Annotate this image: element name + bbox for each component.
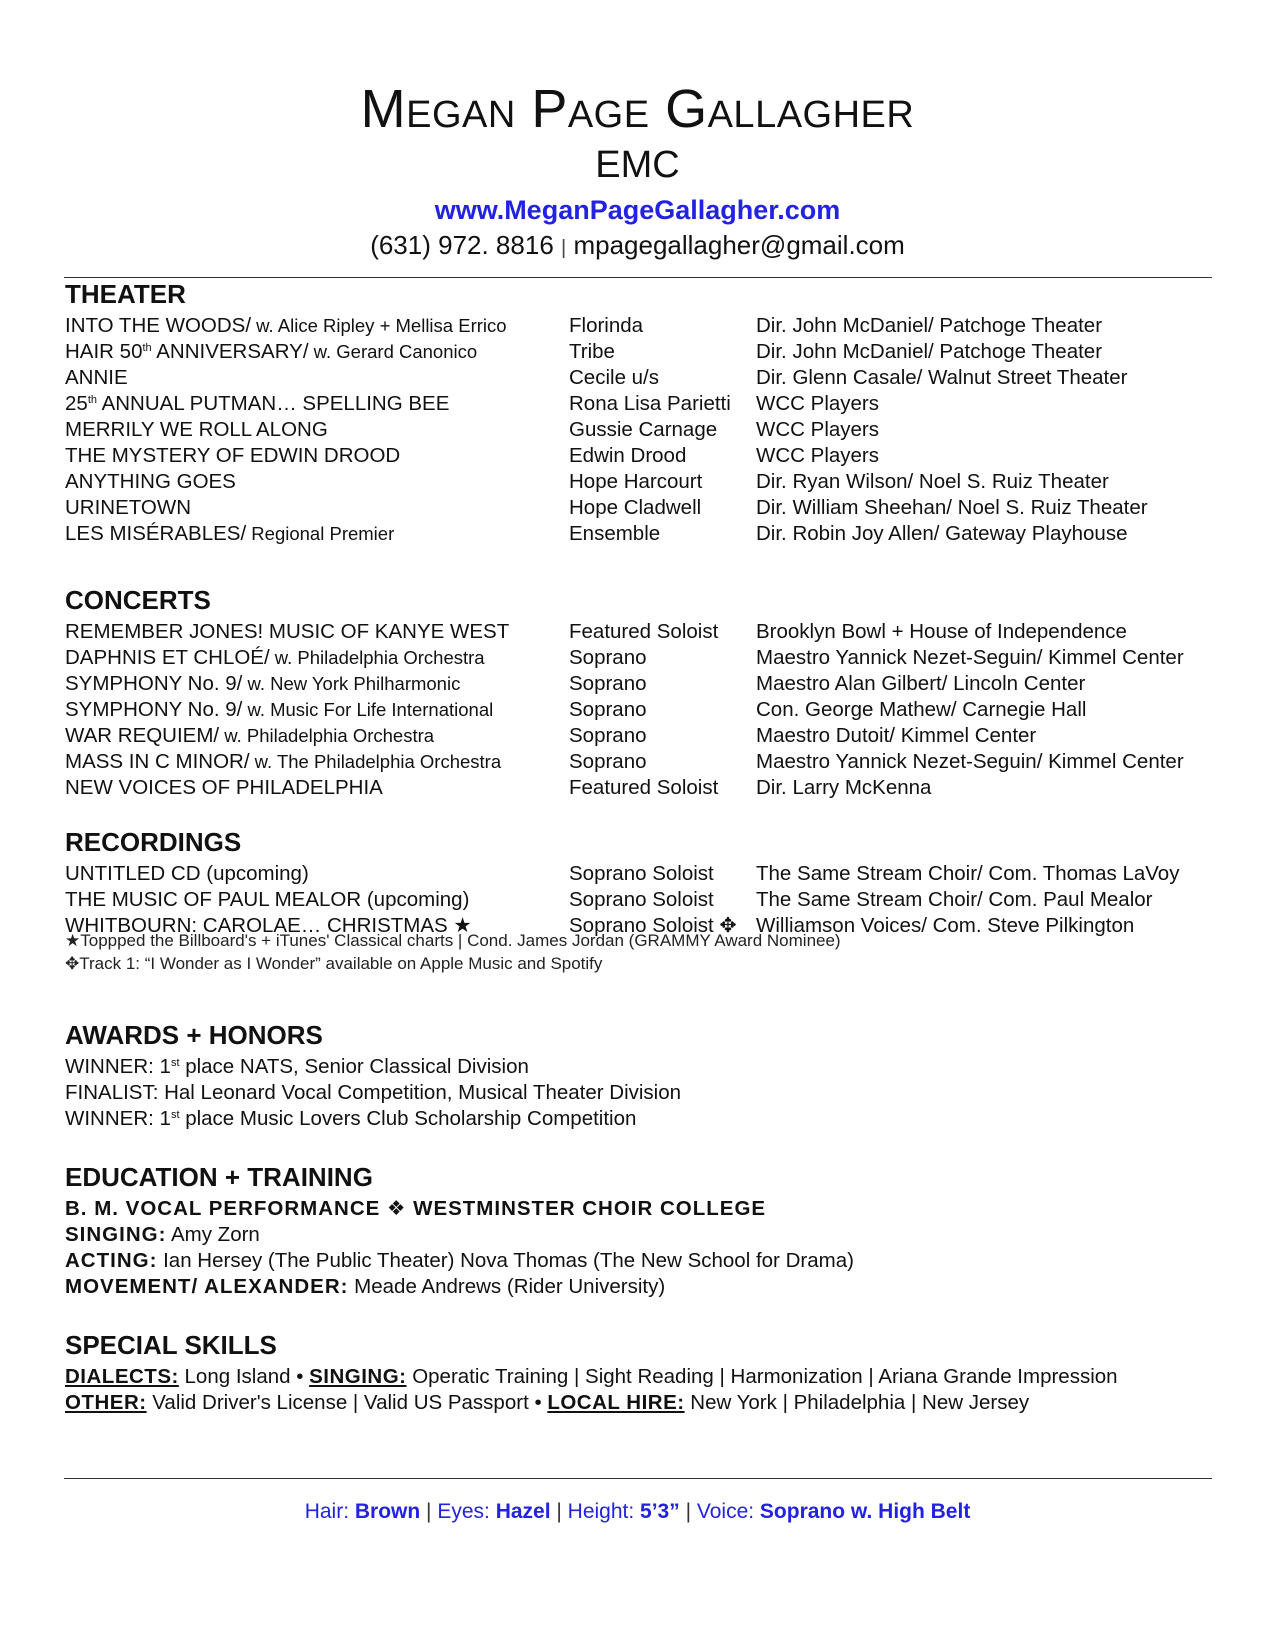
theater-row xyxy=(65,313,1215,339)
show-title: THE MYSTERY OF EDWIN DROOD xyxy=(65,444,401,467)
show-note: w. Philadelphia Orchestra xyxy=(269,647,485,668)
show-note: Regional Premier xyxy=(246,523,395,544)
credit: Dir. William Sheehan/ Noel S. Ruiz Theater xyxy=(756,496,1148,519)
credit: WCC Players xyxy=(756,392,880,415)
awards-heading: AWARDS + HONORS xyxy=(65,1020,323,1050)
show-title: URINETOWN xyxy=(65,496,192,519)
credit: Dir. Larry McKenna xyxy=(756,776,932,799)
theater-list xyxy=(65,313,1215,547)
role: Featured Soloist xyxy=(569,620,719,643)
header-divider xyxy=(64,277,1212,278)
show-note: w. Philadelphia Orchestra xyxy=(219,725,435,746)
show-title-rest: ANNIVERSARY/ xyxy=(151,340,309,363)
awards-list xyxy=(65,1054,681,1132)
eyes-label: Eyes: xyxy=(437,1500,496,1523)
height-value: 5’3” xyxy=(640,1500,680,1523)
show-title: WAR REQUIEM/ xyxy=(65,724,220,747)
award-text: WINNER: 1 xyxy=(65,1107,171,1130)
concert-row xyxy=(65,645,1215,671)
skill-label: LOCAL HIRE: xyxy=(547,1391,685,1414)
role: Hope Harcourt xyxy=(569,470,703,493)
show-title: LES MISÉRABLES/ xyxy=(65,522,247,545)
theater-row xyxy=(65,391,1215,417)
show-note: w. Alice Ripley + Mellisa Errico xyxy=(251,315,507,336)
concert-row xyxy=(65,723,1215,749)
superscript: st xyxy=(170,1057,180,1069)
degree-line: B. M. VOCAL PERFORMANCE ❖ WESTMINSTER CHOIR COLLEGE xyxy=(65,1197,767,1220)
theater-row xyxy=(65,443,1215,469)
role: Tribe xyxy=(569,340,615,363)
theater-row xyxy=(65,469,1215,495)
theater-row xyxy=(65,417,1215,443)
award-row xyxy=(65,1106,681,1132)
show-title: MERRILY WE ROLL ALONG xyxy=(65,418,328,441)
stats-separator: | xyxy=(420,1500,438,1523)
credit: Dir. John McDaniel/ Patchoge Theater xyxy=(756,340,1103,363)
credit: Williamson Voices/ Com. Steve Pilkington xyxy=(756,914,1135,937)
credit: Maestro Yannick Nezet-Seguin/ Kimmel Center xyxy=(756,750,1184,773)
credit: Maestro Dutoit/ Kimmel Center xyxy=(756,724,1037,747)
education-list xyxy=(65,1196,854,1300)
award-row xyxy=(65,1080,681,1106)
role: Soprano xyxy=(569,724,647,747)
skill-text: Long Island • xyxy=(178,1365,310,1388)
training-label: MOVEMENT/ ALEXANDER: xyxy=(65,1275,349,1298)
training-row xyxy=(65,1222,854,1248)
credit: Maestro Alan Gilbert/ Lincoln Center xyxy=(756,672,1086,695)
concerts-heading: CONCERTS xyxy=(65,585,211,615)
website-link[interactable]: www.MeganPageGallagher.com xyxy=(434,195,841,225)
superscript: th xyxy=(142,342,152,354)
recording-row xyxy=(65,887,1215,913)
show-note: w. The Philadelphia Orchestra xyxy=(249,751,502,772)
concert-row xyxy=(65,749,1215,775)
role: Rona Lisa Parietti xyxy=(569,392,731,415)
role: Soprano Soloist xyxy=(569,862,714,885)
role: Soprano xyxy=(569,698,647,721)
show-title: 25 xyxy=(65,392,88,415)
show-note: (upcoming) xyxy=(200,862,309,885)
show-title: MASS IN C MINOR/ xyxy=(65,750,250,773)
show-title: HAIR 50 xyxy=(65,340,143,363)
role: Hope Cladwell xyxy=(569,496,702,519)
award-row xyxy=(65,1054,681,1080)
theater-row xyxy=(65,521,1215,547)
theater-row xyxy=(65,365,1215,391)
credit: Dir. John McDaniel/ Patchoge Theater xyxy=(756,314,1103,337)
stats-separator: | xyxy=(550,1500,568,1523)
training-label: ACTING: xyxy=(65,1249,158,1272)
training-text: Ian Hersey (The Public Theater) Nova Thomas (The New School for Drama) xyxy=(157,1249,854,1272)
credit: Con. George Mathew/ Carnegie Hall xyxy=(756,698,1087,721)
role: Edwin Drood xyxy=(569,444,687,467)
training-text: Meade Andrews (Rider University) xyxy=(348,1275,666,1298)
show-title: NEW VOICES OF PHILADELPHIA xyxy=(65,776,383,799)
show-note: (upcoming) xyxy=(361,888,470,911)
skill-text: New York | Philadelphia | New Jersey xyxy=(684,1391,1030,1414)
show-title: SYMPHONY No. 9/ xyxy=(65,698,243,721)
superscript: st xyxy=(170,1109,180,1121)
height-label: Height: xyxy=(567,1500,641,1523)
recording-row xyxy=(65,861,1215,887)
contact-line xyxy=(0,228,1275,265)
concert-row xyxy=(65,697,1215,723)
theater-row xyxy=(65,495,1215,521)
role: Cecile u/s xyxy=(569,366,660,389)
hair-label: Hair: xyxy=(304,1500,355,1523)
training-row xyxy=(65,1274,854,1300)
credit: Brooklyn Bowl + House of Independence xyxy=(756,620,1127,643)
role: Soprano Soloist xyxy=(569,888,714,911)
award-text: FINALIST: Hal Leonard Vocal Competition, Musical Theater Division xyxy=(65,1081,682,1104)
concert-row xyxy=(65,619,1215,645)
show-title: SYMPHONY No. 9/ xyxy=(65,672,243,695)
role: Florinda xyxy=(569,314,644,337)
hair-value: Brown xyxy=(354,1500,421,1523)
performer-name: Megan Page Gallagher xyxy=(360,79,915,139)
concert-row xyxy=(65,775,1215,801)
award-text-rest: place Music Lovers Club Scholarship Competition xyxy=(179,1107,637,1130)
voice-value: Soprano w. High Belt xyxy=(759,1500,971,1523)
concert-row xyxy=(65,671,1215,697)
show-title: REMEMBER JONES! MUSIC OF KANYE WEST xyxy=(65,620,510,643)
show-title: UNTITLED CD xyxy=(65,862,201,885)
skills-row xyxy=(65,1364,1118,1390)
training-text: Amy Zorn xyxy=(166,1223,260,1246)
role: Ensemble xyxy=(569,522,661,545)
show-note: w. New York Philharmonic xyxy=(242,673,461,694)
education-heading: EDUCATION + TRAINING xyxy=(65,1162,373,1192)
skill-label: OTHER: xyxy=(65,1391,147,1414)
skill-text: Operatic Training | Sight Reading | Harmonization | Ariana Grande Impression xyxy=(406,1365,1118,1388)
skill-label: SINGING: xyxy=(309,1365,407,1388)
role: Soprano xyxy=(569,646,647,669)
stats-separator: | xyxy=(679,1500,697,1523)
physical-stats xyxy=(0,1497,1275,1527)
skills-list xyxy=(65,1364,1118,1416)
concerts-list xyxy=(65,619,1215,801)
show-title: DAPHNIS ET CHLOÉ/ xyxy=(65,646,270,669)
eyes-value: Hazel xyxy=(495,1500,551,1523)
credit: WCC Players xyxy=(756,418,880,441)
skill-label: DIALECTS: xyxy=(65,1365,179,1388)
skills-heading: SPECIAL SKILLS xyxy=(65,1330,277,1360)
email-address[interactable]: mpagegallagher@gmail.com xyxy=(573,230,905,260)
union-status: EMC xyxy=(595,144,680,186)
credit: Dir. Ryan Wilson/ Noel S. Ruiz Theater xyxy=(756,470,1109,493)
role: Soprano Soloist ✥ xyxy=(569,914,737,937)
role: Soprano xyxy=(569,750,647,773)
phone-number: (631) 972. 8816 xyxy=(370,230,554,260)
show-title: INTO THE WOODS/ xyxy=(65,314,252,337)
recording-footnote: ✥Track 1: “I Wonder as I Wonder” available on Apple Music and Spotify xyxy=(65,954,603,973)
show-title: ANNIE xyxy=(65,366,128,389)
credit: The Same Stream Choir/ Com. Thomas LaVoy xyxy=(756,862,1180,885)
show-note: w. Music For Life International xyxy=(242,699,494,720)
show-title-rest: ANNUAL PUTMAN… SPELLING BEE xyxy=(97,392,450,415)
award-text: WINNER: 1 xyxy=(65,1055,171,1078)
voice-label: Voice: xyxy=(696,1500,760,1523)
role: Soprano xyxy=(569,672,647,695)
theater-row xyxy=(65,339,1215,365)
credit: The Same Stream Choir/ Com. Paul Mealor xyxy=(756,888,1153,911)
credit: Dir. Glenn Casale/ Walnut Street Theater xyxy=(756,366,1128,389)
superscript: th xyxy=(87,394,97,406)
award-text-rest: place NATS, Senior Classical Division xyxy=(179,1055,529,1078)
recordings-heading: RECORDINGS xyxy=(65,827,242,857)
training-label: SINGING: xyxy=(65,1223,167,1246)
skills-row xyxy=(65,1390,1118,1416)
credit: Dir. Robin Joy Allen/ Gateway Playhouse xyxy=(756,522,1128,545)
show-title: THE MUSIC OF PAUL MEALOR xyxy=(65,888,362,911)
role: Gussie Carnage xyxy=(569,418,718,441)
skill-text: Valid Driver's License | Valid US Passport • xyxy=(146,1391,548,1414)
footer-divider xyxy=(64,1478,1212,1479)
contact-separator: | xyxy=(561,237,567,259)
show-note: w. Gerard Canonico xyxy=(308,341,478,362)
credit: WCC Players xyxy=(756,444,880,467)
recording-footnote: ★Toppped the Billboard's + iTunes' Classical charts | Cond. James Jordan (GRAMMY Award Nominee) xyxy=(65,931,841,950)
recordings-list xyxy=(65,861,1215,939)
credit: Maestro Yannick Nezet-Seguin/ Kimmel Center xyxy=(756,646,1184,669)
theater-heading: THEATER xyxy=(65,279,186,309)
show-title: WHITBOURN: CAROLAE… CHRISTMAS ★ xyxy=(65,914,472,937)
training-row xyxy=(65,1248,854,1274)
role: Featured Soloist xyxy=(569,776,719,799)
show-title: ANYTHING GOES xyxy=(65,470,236,493)
